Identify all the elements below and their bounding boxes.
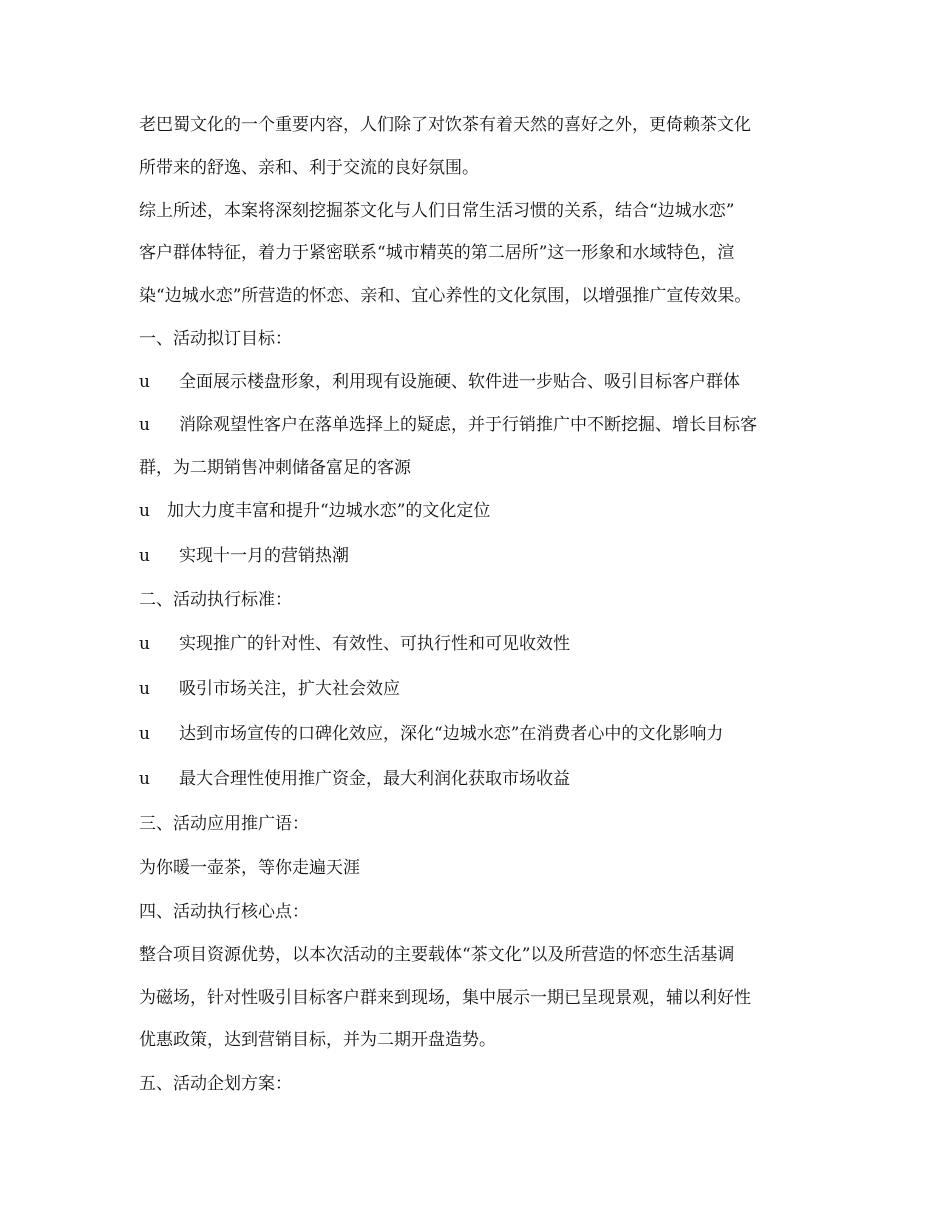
list-item-text: 全面展示楼盘形象，利用现有设施硬、软件进一步贴合、吸引目标客户群体 — [179, 372, 740, 392]
summary-line-3: 染“边城水恋”所营造的怀恋、亲和、宜心养性的文化氛围，以增强推广宣传效果。 — [139, 286, 752, 306]
list-item-text: 达到市场宣传的口碑化效应，深化“边城水恋”在消费者心中的文化影响力 — [179, 724, 724, 744]
section-5-heading: 五、活动企划方案： — [139, 1074, 292, 1094]
core-point-line-2: 为磁场，针对性吸引目标客户群来到现场，集中展示一期已呈现景观，辅以利好性 — [139, 988, 751, 1008]
list-item-continuation: 群，为二期销售冲刺储备富足的客源 — [139, 458, 411, 478]
list-item — [139, 723, 723, 745]
bullet-marker: u — [139, 415, 150, 435]
list-item-text: 实现十一月的营销热潮 — [179, 546, 349, 566]
bullet-marker: u — [139, 769, 150, 789]
list-item-text: 消除观望性客户在落单选择上的疑虑，并于行销推广中不断挖掘、增长目标客 — [179, 415, 757, 435]
list-item — [139, 414, 757, 436]
section-1-heading: 一、活动拟订目标： — [139, 329, 292, 349]
list-item — [139, 500, 490, 522]
core-point-line-3: 优惠政策，达到营销目标，并为二期开盘造势。 — [139, 1030, 496, 1050]
section-3-heading: 三、活动应用推广语： — [139, 814, 309, 834]
core-point-line-1: 整合项目资源优势，以本次活动的主要载体“茶文化”以及所营造的怀恋生活基调 — [139, 945, 735, 965]
list-item — [139, 633, 570, 655]
section-2-heading: 二、活动执行标准： — [139, 590, 292, 610]
summary-line-2: 客户群体特征，着力于紧密联系“城市精英的第二居所”这一形象和水域特色，渲 — [139, 243, 735, 263]
bullet-marker: u — [139, 372, 150, 392]
bullet-marker: u — [139, 679, 150, 699]
bullet-marker: u — [139, 724, 150, 744]
intro-line-1: 老巴蜀文化的一个重要内容，人们除了对饮茶有着天然的喜好之外，更倚赖茶文化 — [139, 115, 751, 135]
summary-line-1: 综上所述，本案将深刻挖掘茶文化与人们日常生活习惯的关系，结合“边城水恋” — [139, 201, 735, 221]
list-item — [139, 545, 349, 567]
list-item-text: 最大合理性使用推广资金，最大利润化获取市场收益 — [179, 769, 570, 789]
bullet-marker: u — [139, 546, 150, 566]
bullet-marker: u — [139, 501, 150, 521]
intro-line-2: 所带来的舒逸、亲和、利于交流的良好氛围。 — [139, 158, 479, 178]
list-item-text: 实现推广的针对性、有效性、可执行性和可见收效性 — [179, 634, 570, 654]
list-item — [139, 371, 740, 393]
list-item — [139, 768, 570, 790]
list-item-text: 吸引市场关注，扩大社会效应 — [179, 679, 400, 699]
bullet-marker: u — [139, 634, 150, 654]
section-4-heading: 四、活动执行核心点： — [139, 902, 309, 922]
list-item-text: 加大力度丰富和提升“边城水恋”的文化定位 — [167, 501, 491, 521]
promo-slogan: 为你暖一壶茶，等你走遍天涯 — [139, 858, 360, 878]
list-item — [139, 678, 400, 700]
